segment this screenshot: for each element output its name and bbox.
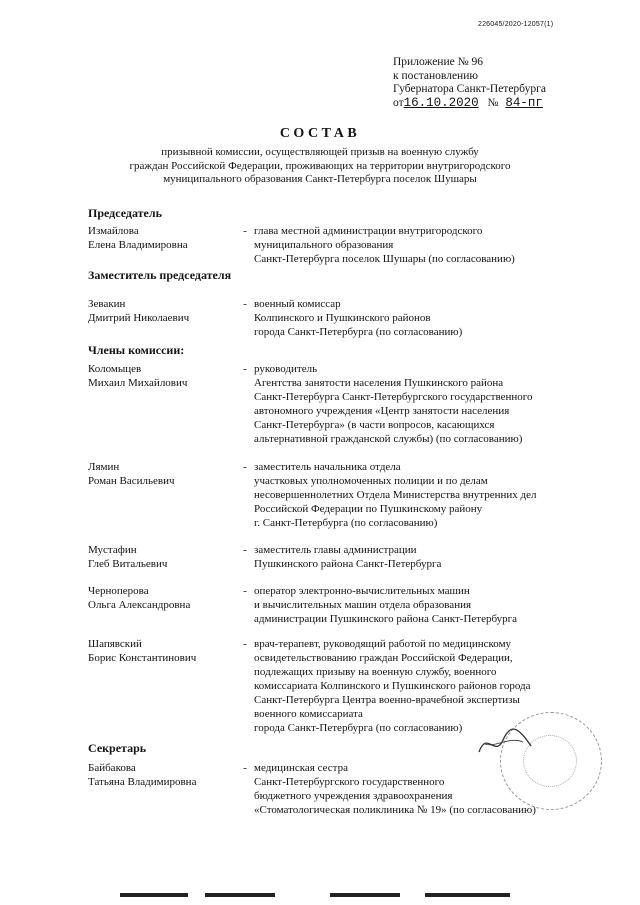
section-members: Члены комиссии: <box>88 343 185 357</box>
role-line: Санкт-Петербурга» (в части вопросов, касающихся <box>254 419 495 431</box>
surname: Лямин <box>88 461 120 473</box>
role-line: г. Санкт-Петербурга (по согласованию) <box>254 517 438 529</box>
dash: - <box>243 638 247 650</box>
member-role <box>254 224 619 266</box>
given-names: Елена Владимировна <box>88 239 188 251</box>
surname: Черноперова <box>88 585 149 597</box>
member-name <box>88 297 238 325</box>
given-names: Глеб Витальевич <box>88 558 168 570</box>
role-line: комиссариата Колпинского и Пушкинского районов города <box>254 680 531 692</box>
appendix-line: к постановлению <box>393 69 478 82</box>
signature <box>475 722 535 762</box>
member-role <box>254 297 619 339</box>
surname: Байбакова <box>88 762 136 774</box>
dash: - <box>243 762 247 774</box>
member-role <box>254 460 619 530</box>
section-secretary: Секретарь <box>88 741 147 755</box>
scan-bar <box>120 893 188 897</box>
role-line: подлежащих призыву на военную службу, военного <box>254 666 497 678</box>
role-line: Российской Федерации по Пушкинскому району <box>254 503 483 515</box>
subtitle-line: муниципального образования Санкт-Петербурга поселок Шушары <box>163 173 477 185</box>
role-line: заместитель начальника отдела <box>254 461 401 473</box>
appendix-line: Губернатора Санкт-Петербурга <box>393 83 546 95</box>
member-role <box>254 584 619 626</box>
role-line: Агентства занятости населения Пушкинского района <box>254 377 504 389</box>
dash: - <box>243 225 247 237</box>
scan-bar <box>425 893 510 897</box>
appendix-date-line <box>393 97 546 111</box>
role-line: города Санкт-Петербурга (по согласованию) <box>254 326 463 338</box>
document-number: 226045/2020-12057(1) <box>478 21 554 28</box>
section-chairman: Председатель <box>88 206 162 220</box>
dash: - <box>243 363 247 375</box>
appendix-block <box>393 56 546 110</box>
given-names: Ольга Александровна <box>88 599 191 611</box>
dash: - <box>243 461 247 473</box>
role-line: администрации Пушкинского района Санкт-Петербурга <box>254 613 518 625</box>
surname: Мустафин <box>88 544 137 556</box>
role-line: военного комиссариата <box>254 708 363 720</box>
role-line: несовершеннолетних Отдела Министерства внутренних дел <box>254 489 537 501</box>
member-name <box>88 543 238 571</box>
member-name <box>88 224 238 252</box>
role-line: руководитель <box>254 363 318 375</box>
role-line: Колпинского и Пушкинского районов <box>254 312 431 324</box>
decree-number: 84-пг <box>505 95 543 110</box>
role-line: города Санкт-Петербурга (по согласованию) <box>254 722 463 734</box>
role-line: бюджетного учреждения здравоохранения <box>254 790 453 802</box>
role-line: Санкт-Петербурга поселок Шушары (по согласованию) <box>254 253 515 265</box>
member-role <box>254 362 619 446</box>
date-prefix: от <box>393 96 404 109</box>
role-line: военный комиссар <box>254 298 341 310</box>
member-name <box>88 637 238 665</box>
role-line: Санкт-Петербургского государственного <box>254 776 445 788</box>
given-names: Дмитрий Николаевич <box>88 312 190 324</box>
dash: - <box>243 544 247 556</box>
scan-bar <box>330 893 400 897</box>
surname: Шапявский <box>88 638 142 650</box>
given-names: Роман Васильевич <box>88 475 175 487</box>
dash: - <box>243 298 247 310</box>
role-line: заместитель главы администрации <box>254 544 417 556</box>
given-names: Татьяна Владимировна <box>88 776 197 788</box>
given-names: Борис Константинович <box>88 652 197 664</box>
role-line: альтернативной гражданской службы) (по согласованию) <box>254 433 523 445</box>
subtitle-line: призывной комиссии, осуществляющей призыв на военную службу <box>161 146 479 158</box>
subtitle-line: граждан Российской Федерации, проживающих на территории внутригородского <box>129 159 511 172</box>
decree-date: 16.10.2020 <box>403 95 479 110</box>
role-line: оператор электронно-вычислительных машин <box>254 585 470 597</box>
section-deputy: Заместитель председателя <box>88 268 232 282</box>
role-line: врач-терапевт, руководящий работой по медицинскому <box>254 638 512 650</box>
member-name <box>88 362 238 390</box>
role-line: Пушкинского района Санкт-Петербурга <box>254 558 442 570</box>
scan-bar <box>205 893 275 897</box>
appendix-line: Приложение № 96 <box>393 56 483 68</box>
role-line: Санкт-Петербурга Центра военно-врачебной экспертизы <box>254 694 520 706</box>
number-prefix: № <box>487 96 499 109</box>
role-line: освидетельствованию граждан Российской Федерации, <box>254 652 513 664</box>
surname: Зевакин <box>88 298 126 310</box>
member-name <box>88 761 238 789</box>
document-subtitle <box>70 146 570 187</box>
surname: Измайлова <box>88 225 139 237</box>
role-line: глава местной администрации внутригородского <box>254 225 483 237</box>
role-line: медицинская сестра <box>254 762 348 774</box>
surname: Коломыцев <box>88 363 142 375</box>
role-line: муниципального образования <box>254 239 394 251</box>
role-line: участковых уполномоченных полиции и по делам <box>254 475 488 487</box>
member-name <box>88 460 238 488</box>
member-role <box>254 543 619 571</box>
role-line: «Стоматологическая поликлиника № 19» (по согласованию) <box>254 804 536 816</box>
dash: - <box>243 585 247 597</box>
role-line: автономного учреждения «Центр занятости населения <box>254 405 510 417</box>
given-names: Михаил Михайлович <box>88 377 188 389</box>
member-name <box>88 584 238 612</box>
role-line: и вычислительных машин отдела образования <box>254 599 472 611</box>
document-title: СОСТАВ <box>279 126 361 141</box>
role-line: Санкт-Петербурга Санкт-Петербургского государственного <box>254 391 533 403</box>
